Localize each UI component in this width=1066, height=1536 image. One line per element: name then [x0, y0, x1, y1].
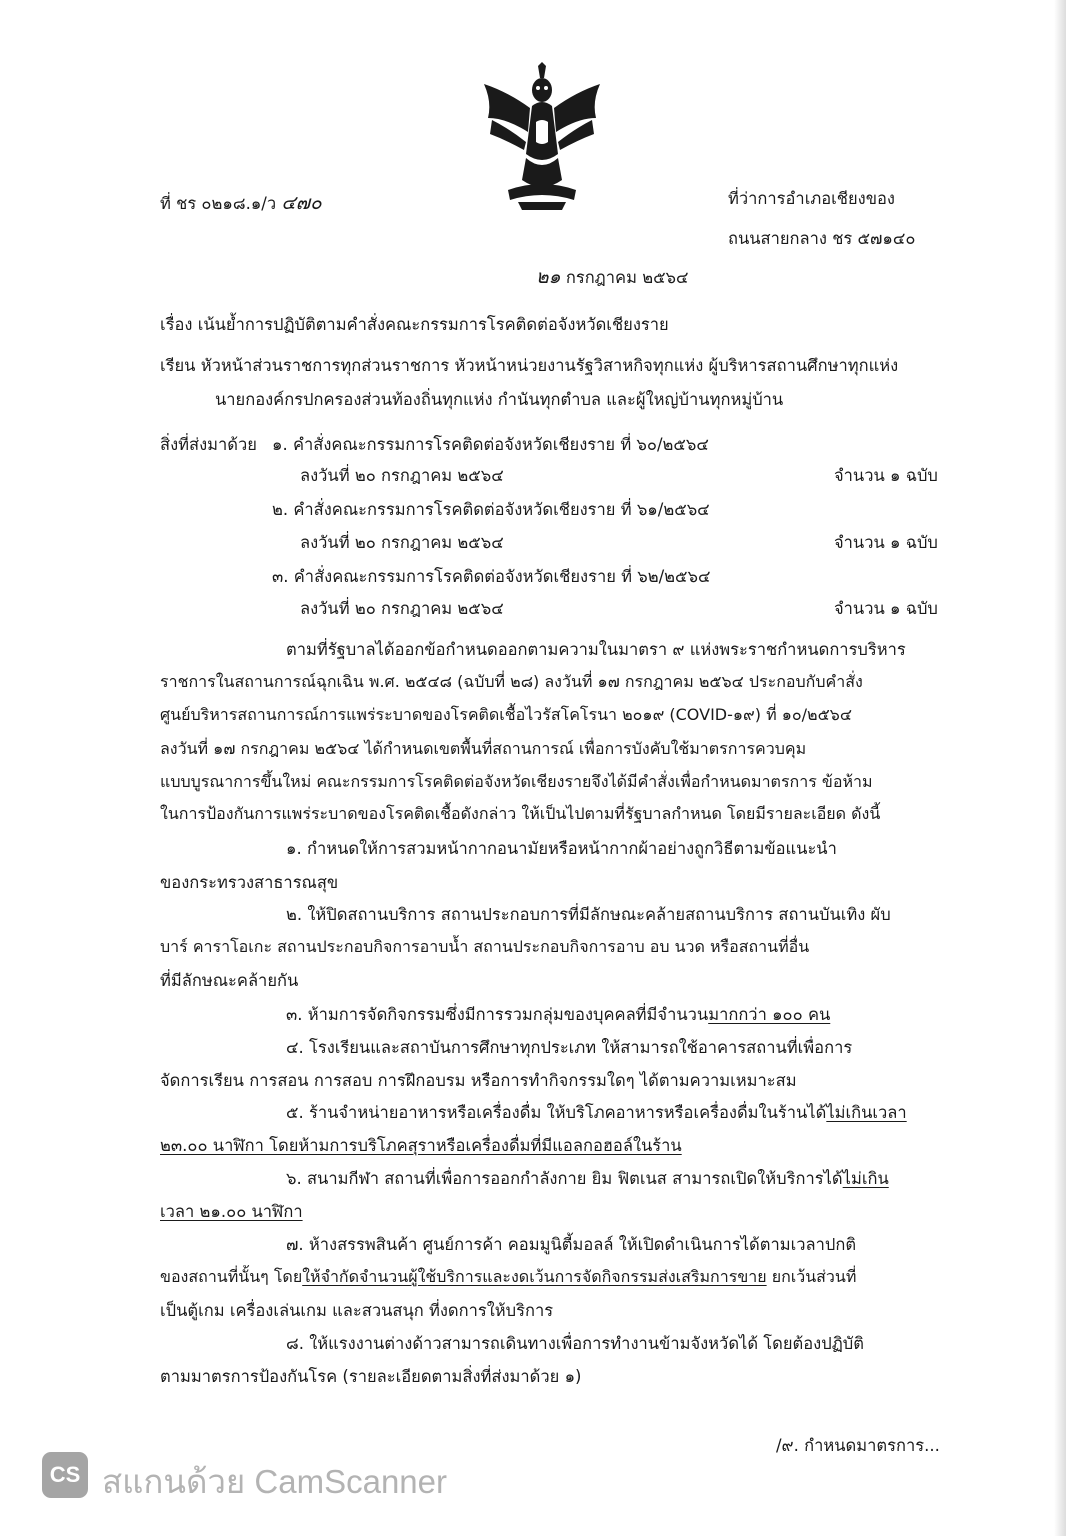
date-month-year: กรกฎาคม ๒๕๖๔: [565, 268, 689, 287]
item-4-line-1: ๔. โรงเรียนและสถาบันการศึกษาทุกประเภท ให้สามารถใช้อาคารสถานที่เพื่อการ: [286, 1038, 853, 1057]
camscanner-watermark: สแกนด้วย CamScanner: [102, 1463, 448, 1500]
enclosure-1-qty: จำนวน ๑ ฉบับ: [834, 466, 938, 485]
to-recipients-2: นายกองค์กรปกครองส่วนท้องถิ่นทุกแห่ง กำนันทุกตำบล และผู้ใหญ่บ้านทุกหมู่บ้าน: [215, 390, 784, 409]
enclosure-3-line2: ลงวันที่ ๒๐ กรกฎาคม ๒๕๖๔: [300, 599, 504, 618]
item-6-line-1: [286, 1166, 889, 1192]
item-7-line-2-pre: ของสถานที่นั้นๆ โดย: [160, 1267, 303, 1286]
intro-line-6: ในการป้องกันการแพร่ระบาดของโรคติดเชื้อดังกล่าว ให้เป็นไปตามที่รัฐบาลกำหนด โดยมีรายละเอียด ดังนี้: [160, 804, 881, 823]
reference-prefix: ที่ ชร ๐๒๑๘.๑/ว: [160, 194, 277, 213]
item-7-line-3: เป็นตู้เกม เครื่องเล่นเกม และสวนสนุก ที่งดการให้บริการ: [160, 1301, 554, 1320]
enclosure-1-line1: ๑. คำสั่งคณะกรรมการโรคติดต่อจังหวัดเชียงราย ที่ ๖๐/๒๕๖๔: [272, 435, 709, 454]
intro-line-5: แบบบูรณาการขึ้นใหม่ คณะกรรมการโรคติดต่อจังหวัดเชียงรายจึงได้มีคำสั่งเพื่อกำหนดมาตรการ ข้อห้าม: [160, 772, 873, 791]
intro-line-1: ตามที่รัฐบาลได้ออกข้อกำหนดออกตามความในมาตรา ๙ แห่งพระราชกำหนดการบริหาร: [286, 640, 906, 659]
page-edge-shadow: [1054, 0, 1066, 1536]
enclosure-3-line1: ๓. คำสั่งคณะกรรมการโรคติดต่อจังหวัดเชียงราย ที่ ๖๒/๒๕๖๔: [272, 567, 711, 586]
item-7-underlined: ให้จำกัดจำนวนผู้ใช้บริการและงดเว้นการจัดกิจกรรมส่งเสริมการขาย: [302, 1267, 767, 1286]
item-5-line-2: ๒๓.๐๐ นาฬิกา โดยห้ามการบริโภคสุราหรือเครื่องดื่มที่มีแอลกอฮอล์ในร้าน: [160, 1136, 682, 1155]
item-8-line-1: ๘. ให้แรงงานต่างด้าวสามารถเดินทางเพื่อการทำงานข้ามจังหวัดได้ โดยต้องปฏิบัติ: [286, 1334, 864, 1353]
subject-text: เน้นย้ำการปฏิบัติตามคำสั่งคณะกรรมการโรคติดต่อจังหวัดเชียงราย: [197, 315, 669, 334]
item-6-underlined: ไม่เกิน: [842, 1169, 889, 1188]
intro-line-3: ศูนย์บริหารสถานการณ์การแพร่ระบาดของโรคติดเชื้อไวรัสโคโรนา ๒๐๑๙ (COVID-๑๙) ที่ ๑๐/๒๕๖๔: [160, 705, 852, 724]
item-4-line-2: จัดการเรียน การสอน การสอบ การฝึกอบรม หรือการทำกิจกรรมใดๆ ได้ตามความเหมาะสม: [160, 1071, 797, 1090]
to-label: เรียน: [160, 356, 196, 375]
intro-line-2: ราชการในสถานการณ์ฉุกเฉิน พ.ศ. ๒๕๔๘ (ฉบับที่ ๒๘) ลงวันที่ ๑๗ กรกฎาคม ๒๕๖๔ ประกอบกับคำสั่ง: [160, 672, 863, 691]
reference-line: [160, 188, 322, 218]
enclosures-label: สิ่งที่ส่งมาด้วย: [160, 435, 257, 454]
item-6-line-2: เวลา ๒๑.๐๐ นาฬิกา: [160, 1202, 303, 1221]
item-7-line-1: ๗. ห้างสรรพสินค้า ศูนย์การค้า คอมมูนิตี้มอลล์ ให้เปิดดำเนินการได้ตามเวลาปกติ: [286, 1235, 857, 1254]
item-5-line-1: [286, 1100, 907, 1126]
item-6-text: ๖. สนามกีฬา สถานที่เพื่อการออกกำลังกาย ยิม ฟิตเนส สามารถเปิดให้บริการได้: [286, 1169, 843, 1188]
subject-line: [160, 312, 669, 338]
item-5-underlined: ไม่เกินเวลา: [826, 1103, 907, 1122]
date-day-handwritten: ๒๑: [536, 266, 561, 288]
item-2-line-2: บาร์ คาราโอเกะ สถานประกอบกิจการอาบน้ำ สถานประกอบกิจการอาบ อบ นวด หรือสถานที่อื่น: [160, 937, 810, 956]
document-date: [536, 262, 689, 292]
item-3-text: ๓. ห้ามการจัดกิจกรรมซึ่งมีการรวมกลุ่มของบุคคลที่มีจำนวน: [286, 1005, 709, 1024]
enclosure-1-line2: ลงวันที่ ๒๐ กรกฎาคม ๒๕๖๔: [300, 466, 504, 485]
item-7-line-2: [160, 1265, 856, 1290]
item-3-underlined: มากกว่า ๑๐๐ คน: [708, 1005, 831, 1024]
item-1-line-2: ของกระทรวงสาธารณสุข: [160, 873, 339, 892]
garuda-emblem: [478, 62, 606, 212]
enclosure-2-qty: จำนวน ๑ ฉบับ: [834, 533, 938, 552]
item-7-line-2-post: ยกเว้นส่วนที่: [766, 1267, 857, 1286]
item-2-line-1: ๒. ให้ปิดสถานบริการ สถานประกอบการที่มีลักษณะคล้ายสถานบริการ สถานบันเทิง ผับ: [286, 905, 891, 924]
item-2-line-3: ที่มีลักษณะคล้ายกัน: [160, 971, 299, 990]
enclosure-3-qty: จำนวน ๑ ฉบับ: [834, 599, 938, 618]
office-line-2: ถนนสายกลาง ชร ๕๗๑๔๐: [728, 229, 916, 248]
enclosure-2-line2: ลงวันที่ ๒๐ กรกฎาคม ๒๕๖๔: [300, 533, 504, 552]
continuation-note: /๙. กำหนดมาตรการ...: [776, 1436, 940, 1455]
item-5-text: ๕. ร้านจำหน่ายอาหารหรือเครื่องดื่ม ให้บริโภคอาหารหรือเครื่องดื่มในร้านได้: [286, 1103, 827, 1122]
item-1-line-1: ๑. กำหนดให้การสวมหน้ากากอนามัยหรือหน้ากากผ้าอย่างถูกวิธีตามข้อแนะนำ: [286, 839, 837, 858]
to-recipients-1: หัวหน้าส่วนราชการทุกส่วนราชการ หัวหน้าหน่วยงานรัฐวิสาหกิจทุกแห่ง ผู้บริหารสถานศึกษาทุกแห่ง: [200, 356, 899, 375]
office-line-1: ที่ว่าการอำเภอเชียงของ: [728, 189, 895, 208]
to-line-1: [160, 353, 898, 379]
camscanner-logo: CS: [42, 1452, 88, 1498]
item-8-line-2: ตามมาตรการป้องกันโรค (รายละเอียดตามสิ่งที่ส่งมาด้วย ๑): [160, 1367, 582, 1386]
item-3: [286, 1002, 830, 1028]
subject-label: เรื่อง: [160, 315, 193, 334]
enclosure-2-line1: ๒. คำสั่งคณะกรรมการโรคติดต่อจังหวัดเชียงราย ที่ ๖๑/๒๕๖๔: [272, 500, 710, 519]
intro-line-4: ลงวันที่ ๑๗ กรกฎาคม ๒๕๖๔ ได้กำหนดเขตพื้นที่สถานการณ์ เพื่อการบังคับใช้มาตรการควบคุม: [160, 739, 807, 758]
reference-number-handwritten: ๔๗๐: [281, 192, 322, 214]
